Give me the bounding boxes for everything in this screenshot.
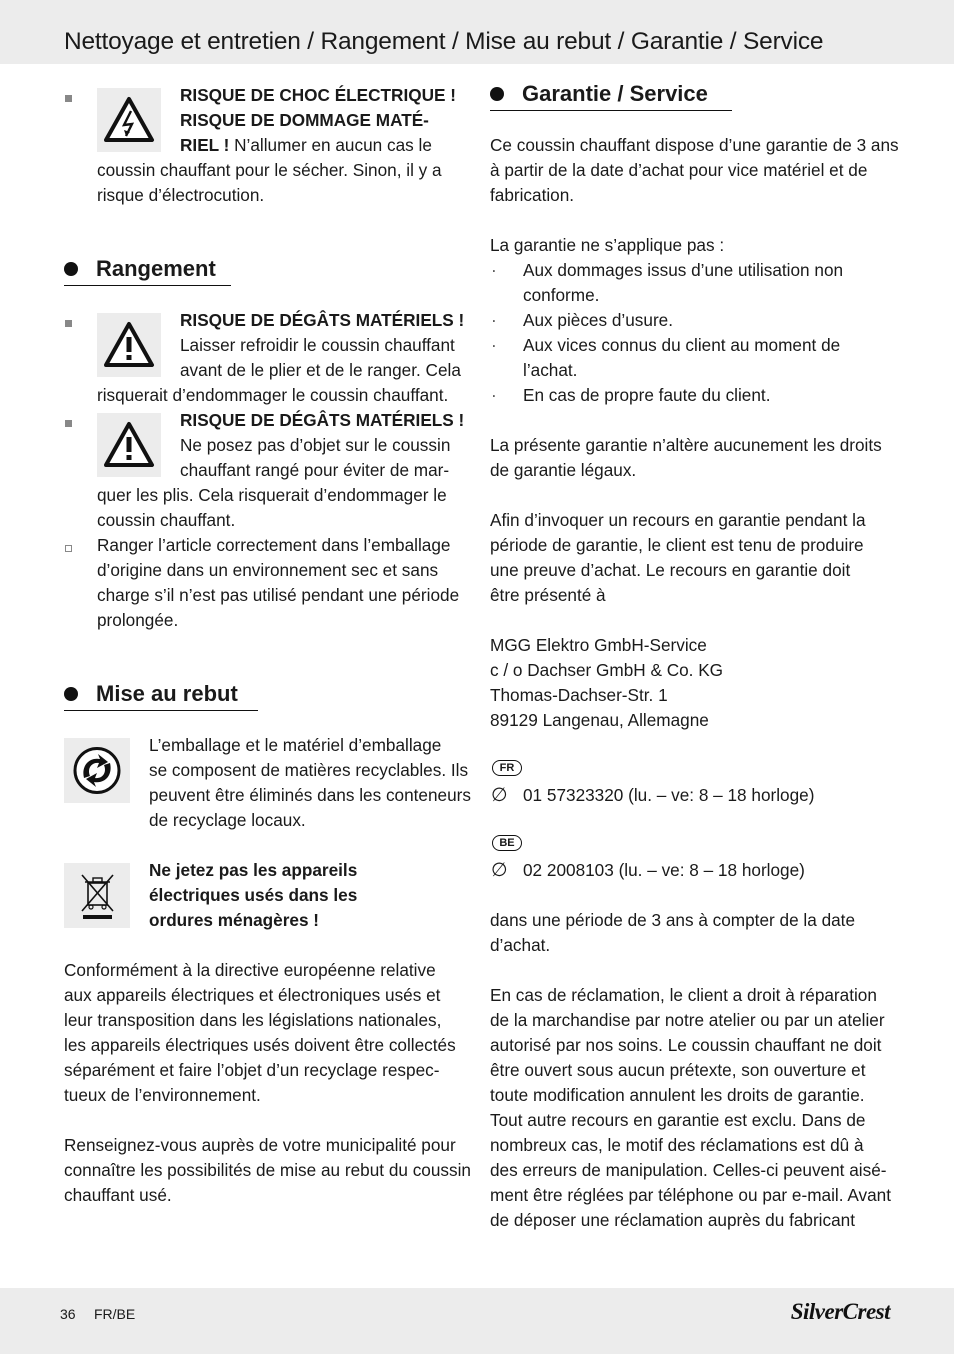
rebut-text: de recyclage locaux. bbox=[149, 810, 306, 830]
step-line: d’origine dans un environnement sec et sans bbox=[97, 560, 439, 580]
page-title: Nettoyage et entretien / Rangement / Mise au rebut / Garantie / Service bbox=[64, 28, 824, 55]
warn-line: RISQUE DE DÉGÂTS MATÉRIELS ! bbox=[180, 310, 465, 330]
service-address: MGG Elektro GmbH-Service c / o Dachser GmbH & Co. KG Thomas-Dachser-Str. 1 89129 Langenau, Allemagne bbox=[490, 635, 724, 730]
weee-warning: électriques usés dans les bbox=[149, 885, 358, 905]
warning-icon bbox=[97, 313, 161, 377]
warn-line: RISQUE DE DOMMAGE MATÉ- bbox=[180, 110, 429, 130]
garantie-intro: Ce coussin chauffant dispose d’une garantie de 3 ans à partir de la date d’achat pour vice matériel et de fabrication. bbox=[490, 135, 899, 205]
phone-icon: ∅ bbox=[491, 785, 508, 806]
warn-line: RISQUE DE CHOC ÉLECTRIQUE ! bbox=[180, 85, 456, 105]
rebut-text: L’emballage et le matériel d’emballage bbox=[149, 735, 442, 755]
page-number: 36 bbox=[60, 1306, 76, 1322]
warn-line: chauffant rangé pour éviter de mar- bbox=[180, 460, 450, 480]
list-bullet: · bbox=[491, 335, 497, 355]
legal-paragraph: La présente garantie n’altère aucunement les droits de garantie légaux. bbox=[490, 435, 882, 480]
bullet-square bbox=[65, 95, 72, 102]
warn-line: coussin chauffant. bbox=[97, 510, 236, 530]
section-underline bbox=[64, 710, 258, 711]
weee-warning: Ne jetez pas les appareils bbox=[149, 860, 358, 880]
step-line: prolongée. bbox=[97, 610, 179, 630]
section-heading-rebut bbox=[64, 679, 238, 709]
country-badge-fr: FR bbox=[492, 760, 522, 776]
phone-icon: ∅ bbox=[491, 860, 508, 881]
heading-bullet-icon bbox=[490, 87, 504, 101]
recycling-green-dot-icon bbox=[64, 738, 130, 803]
list-bullet: · bbox=[491, 385, 497, 405]
list-bullet: · bbox=[491, 310, 497, 330]
section-heading-garantie bbox=[490, 79, 708, 109]
warning-icon bbox=[97, 413, 161, 477]
section-underline bbox=[64, 285, 231, 286]
phone-number-fr: 01 57323320 (lu. – ve: 8 – 18 horloge) bbox=[523, 785, 815, 805]
heading-bullet-icon bbox=[64, 262, 78, 276]
rebut-paragraph: Conformément à la directive européenne relative aux appareils électriques et électroniques usés et leur transposition dans les législations nationales, les appareils électriques usés doivent être collectés séparément et faire l’objet d’un recyclage respec- tueux de l’environnement. bbox=[64, 960, 456, 1105]
country-badge-be: BE bbox=[492, 835, 522, 851]
step-checkbox-icon bbox=[65, 545, 72, 552]
step-line: charge s’il n’est pas utilisé pendant une période bbox=[97, 585, 460, 605]
section-underline bbox=[490, 110, 732, 111]
exclusion-item: Aux vices connus du client au moment de l’achat. bbox=[523, 335, 841, 380]
section-title: Rangement bbox=[96, 256, 216, 281]
brand-logo: SilverCrest bbox=[790, 1299, 890, 1324]
phone-number-be: 02 2008103 (lu. – ve: 8 – 18 horloge) bbox=[523, 860, 805, 880]
exclusion-item: Aux pièces d’usure. bbox=[523, 310, 673, 330]
warn-line: coussin chauffant pour le sécher. Sinon, il y a bbox=[97, 160, 442, 180]
exclusion-item: En cas de propre faute du client. bbox=[523, 385, 771, 405]
list-bullet: · bbox=[491, 260, 497, 280]
electric-warning-icon bbox=[97, 88, 161, 152]
step-line: Ranger l’article correctement dans l’emballage bbox=[97, 535, 451, 555]
warn-line: RIEL ! N’allumer en aucun cas le bbox=[180, 135, 432, 155]
heading-bullet-icon bbox=[64, 687, 78, 701]
warn-line: Ne posez pas d’objet sur le coussin bbox=[180, 435, 451, 455]
rebut-text: se composent de matières recyclables. Ils bbox=[149, 760, 469, 780]
weee-warning: ordures ménagères ! bbox=[149, 910, 320, 930]
rebut-text: peuvent être éliminés dans les conteneurs bbox=[149, 785, 471, 805]
repair-paragraph: En cas de réclamation, le client a droit à réparation de la marchandise par notre atelier ou par un atelier autorisé par nos soins. Le coussin chauffant ne doit être ouvert sous aucun prétexte, son ouverture et toute modification annulent les droits de garantie. Tout autre recours en garantie est exclu. Dans de nombreux cas, le motif des réclamations est dû à des erreurs de manipulation. Celles-ci peuvent aisé- ment être réglées par téléphone ou par e-mail. Avant de déposer une réclamation auprès du fabricant bbox=[490, 985, 891, 1230]
period-paragraph: dans une période de 3 ans à compter de la date d’achat. bbox=[490, 910, 856, 955]
warn-line: avant de le plier et de le ranger. Cela bbox=[180, 360, 461, 380]
exclusions-heading: La garantie ne s’applique pas : bbox=[490, 235, 725, 255]
warn-line: risque d’électrocution. bbox=[97, 185, 265, 205]
bullet-square bbox=[65, 320, 72, 327]
page-header bbox=[0, 0, 954, 64]
rebut-paragraph: Renseignez-vous auprès de votre municipalité pour connaître les possibilités de mise au rebut du coussin chauffant usé. bbox=[64, 1135, 471, 1205]
warn-line: RISQUE DE DÉGÂTS MATÉRIELS ! bbox=[180, 410, 465, 430]
bullet-square bbox=[65, 420, 72, 427]
page-footer bbox=[0, 1288, 954, 1354]
exclusion-item: Aux dommages issus d’une utilisation non conforme. bbox=[523, 260, 844, 305]
warn-line: quer les plis. Cela risquerait d’endommager le bbox=[97, 485, 447, 505]
section-title: Garantie / Service bbox=[522, 81, 708, 106]
locale-code: FR/BE bbox=[94, 1306, 136, 1322]
section-heading-rangement bbox=[64, 254, 216, 284]
section-title: Mise au rebut bbox=[96, 681, 238, 706]
claim-paragraph: Afin d’invoquer un recours en garantie pendant la période de garantie, le client est tenu de produire une preuve d’achat. Le recours en garantie doit être présenté à bbox=[490, 510, 866, 605]
crossed-bin-icon bbox=[64, 863, 130, 928]
warn-line: Laisser refroidir le coussin chauffant bbox=[180, 335, 455, 355]
warn-line: risquerait d’endommager le coussin chauffant. bbox=[97, 385, 449, 405]
